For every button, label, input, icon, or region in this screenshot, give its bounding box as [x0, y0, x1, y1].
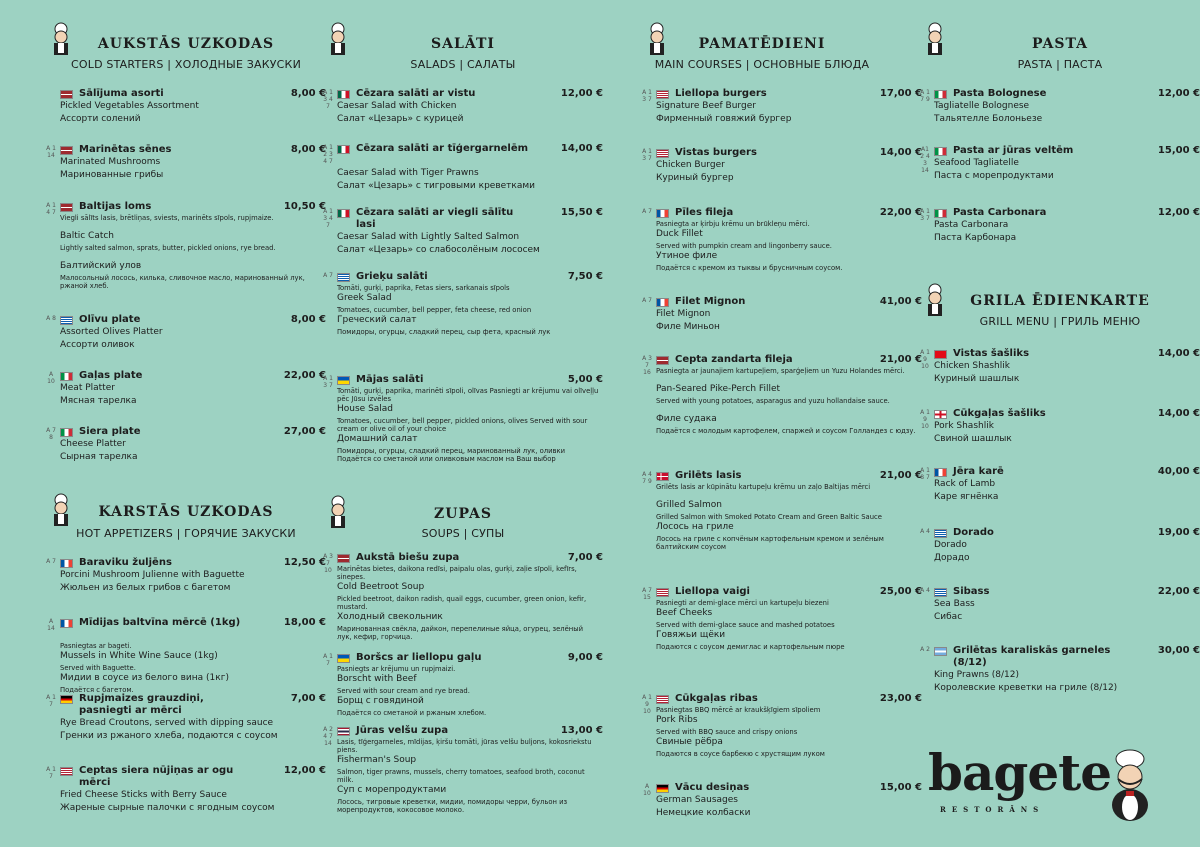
section-title: PAMATĒDIENI: [698, 36, 826, 52]
section-subtitle: GRILL MENU | ГРИЛЬ МЕНЮ: [979, 315, 1141, 328]
item-name: Baltijas loms: [79, 201, 152, 212]
allergen-codes: A 1 9 10: [642, 694, 652, 715]
item-name: Jēra karē: [953, 466, 1004, 477]
item-price: 12,00 €: [1157, 88, 1200, 99]
item-en-small: Served with demi-glace sauce and mashed potatoes: [656, 621, 835, 629]
france-flag-icon: [60, 619, 73, 628]
item-en: Signature Beef Burger: [656, 101, 756, 111]
allergen-codes: A 2 4 7 14: [323, 726, 333, 747]
greece-flag-icon: [60, 316, 73, 325]
item-name: Baraviku žuljēns: [79, 557, 172, 568]
item-lv-small: Pasniegts ar krējumu un rupjmaizi.: [337, 665, 456, 673]
item-name: Pasta Carbonara: [953, 207, 1047, 218]
section-subtitle: HOT APPETIZERS | ГОРЯЧИЕ ЗАКУСКИ: [76, 527, 296, 540]
item-name: Cēzara salāti ar vistu: [356, 88, 476, 99]
item-price: 14,00 €: [560, 143, 603, 154]
item-price: 21,00 €: [879, 470, 922, 481]
item-lv-small: Tomāti, gurķi, paprika, Fetas siers, sarkanais sīpols: [337, 284, 510, 292]
item-ru: Утиное филе: [656, 251, 718, 261]
section-title: PASTA: [1032, 36, 1088, 52]
allergen-codes: A 1 7: [323, 653, 333, 667]
thailand-flag-icon: [337, 727, 350, 736]
item-lv-small: Tomāti, gurķi, paprika, marinēti sīpoli, olīvas Pasniegti ar krējumu vai olīveļļu pēc Jūsu izvēles: [337, 387, 599, 403]
item-en: Dorado: [934, 540, 967, 550]
usa-flag-icon: [656, 149, 669, 158]
item-lv-small: Lasis, tīģergarneles, mīdijas, ķiršu tomāti, jūras velšu buljons, kokosriekstu piens.: [337, 738, 592, 754]
item-price: 25,00 €: [879, 586, 922, 597]
item-ru: Немецкие колбаски: [656, 808, 751, 818]
italy-flag-icon: [60, 428, 73, 437]
item-en: Chicken Burger: [656, 160, 725, 170]
item-price: 15,00 €: [879, 782, 922, 793]
greece-flag-icon: [337, 273, 350, 282]
item-name: Jūras velšu zupa: [356, 725, 449, 736]
item-ru: Салат «Цезарь» с тигровыми креветками: [337, 181, 536, 191]
item-ru-small: Подаётся с кремом из тыквы и брусничным соусом.: [656, 264, 843, 272]
item-ru-small: Лосось на гриле с копчёным картофельным кремом и зелёным балтийским соусом: [656, 535, 884, 551]
item-name: Mājas salāti: [356, 374, 424, 385]
allergen-codes: A 3 7 16: [642, 355, 652, 376]
item-en: Grilled Salmon: [656, 500, 722, 510]
germany-flag-icon: [60, 695, 73, 704]
item-en: Fisherman's Soup: [337, 755, 417, 765]
item-en: Borscht with Beef: [337, 674, 417, 684]
italy-flag-icon: [934, 147, 947, 156]
item-name: Pasta ar jūras veltēm: [953, 145, 1074, 156]
item-price: 13,00 €: [560, 725, 603, 736]
item-ru: Домашний салат: [337, 434, 418, 444]
item-en: Sea Bass: [934, 599, 975, 609]
item-ru-small: Лосось, тигровые креветки, мидии, помидоры черри, бульон из морепродуктов, кокосовое молоко.: [337, 798, 568, 814]
allergen-codes: A 1 3 7: [323, 375, 333, 389]
item-ru-small: Подаётся с молодым картофелем, спаржей и соусом Голландез с юдзу.: [656, 427, 916, 435]
item-en-small: Pickled beetroot, daikon radish, quail eggs, cucumber, green onion, kefir, mustard.: [337, 595, 587, 611]
item-lv-small: Pasniegta ar ķirbju krēmu un brūkleņu mērci.: [656, 220, 810, 228]
item-price: 12,50 €: [283, 557, 326, 568]
item-name: Grieķu salāti: [356, 271, 428, 282]
allergen-codes: A 4 7 9: [642, 471, 652, 485]
item-en-small: Served with BBQ sauce and crispy onions: [656, 728, 798, 736]
item-price: 30,00 €: [1157, 645, 1200, 656]
allergen-codes: A 7: [642, 297, 652, 304]
item-ru-small: Маринованная свёкла, дайкон, перепелиные яйца, огурец, зелёный лук, кефир, горчица.: [337, 625, 584, 641]
allergen-codes: A 1 7: [46, 694, 56, 708]
item-name: Pasta Bolognese: [953, 88, 1047, 99]
item-price: 14,00 €: [1157, 408, 1200, 419]
section-subtitle: MAIN COURSES | ОСНОВНЫЕ БЛЮДА: [654, 58, 870, 71]
item-price: 21,00 €: [879, 354, 922, 365]
item-ru: Ассорти оливок: [60, 340, 135, 350]
item-ru: Свиной шашлык: [934, 434, 1012, 444]
italy-flag-icon: [60, 372, 73, 381]
item-ru-small: Подаётся с багетом.: [60, 686, 134, 694]
item-lv-small: Viegli sālīts lasis, brētliņas, sviests, marinēts sīpols, rupjmaize.: [60, 214, 274, 222]
item-price: 17,00 €: [879, 88, 922, 99]
item-en: Cold Beetroot Soup: [337, 582, 425, 592]
item-ru: Говяжьи щёки: [656, 630, 726, 640]
item-name: Vistas burgers: [675, 147, 757, 158]
item-ru: Салат «Цезарь» со слабосолёным лососем: [337, 245, 540, 255]
item-name: Pīles fileja: [675, 207, 734, 218]
item-name: Olīvu plate: [79, 314, 141, 325]
item-name: Vācu desiņas: [675, 782, 750, 793]
mexico-flag-icon: [337, 145, 350, 154]
section-title: SALĀTI: [431, 36, 495, 52]
item-name: Liellopa burgers: [675, 88, 767, 99]
item-name: Marinētas sēnes: [79, 144, 172, 155]
item-en: Baltic Catch: [60, 231, 115, 241]
item-price: 12,00 €: [560, 88, 603, 99]
item-en: Greek Salad: [337, 293, 392, 303]
item-lv-small: Pasniegtas ar bageti.: [60, 642, 132, 650]
item-name: Cepta zandarta fileja: [675, 354, 793, 365]
item-ru: Куриный бургер: [656, 173, 734, 183]
item-name: Cūkgaļas ribas: [675, 693, 758, 704]
denmark-flag-icon: [656, 472, 669, 481]
item-name: Siera plate: [79, 426, 141, 437]
item-price: 22,00 €: [283, 370, 326, 381]
allergen-codes: A 2: [920, 646, 930, 653]
logo-subtitle: RESTORĀNS: [940, 805, 1045, 814]
item-en: Filet Mignon: [656, 309, 711, 319]
item-ru: Паста с морепродуктами: [934, 171, 1054, 181]
item-price: 23,00 €: [879, 693, 922, 704]
item-en: Rye Bread Croutons, served with dipping sauce: [60, 718, 274, 728]
item-name: Grilētas karaliskās garneles (8/12): [953, 645, 1111, 668]
france-flag-icon: [60, 559, 73, 568]
item-lv-small: Marinētas bietes, daikona redīsi, paipalu olas, gurķi, zaļie sīpoli, kefīrs, sinepes.: [337, 565, 577, 581]
item-ru: Жареные сырные палочки с ягодным соусом: [60, 803, 275, 813]
item-ru-small: Подаётся со сметаной и ржаным хлебом.: [337, 709, 487, 717]
allergen-codes: A 1 9 10: [920, 349, 930, 370]
allergen-codes: A 14: [47, 618, 55, 632]
item-price: 7,00 €: [290, 693, 326, 704]
item-price: 8,00 €: [290, 144, 326, 155]
item-ru: Свиные рёбра: [656, 737, 723, 747]
section-subtitle: SALADS | САЛАТЫ: [410, 58, 516, 71]
item-name: Liellopa vaigi: [675, 586, 750, 597]
allergen-codes: A 1 3 7: [920, 208, 930, 222]
item-en: Caesar Salad with Lightly Salted Salmon: [337, 232, 520, 242]
item-name: Dorado: [953, 527, 994, 538]
item-name: Cēzara salāti ar viegli sālītu lasi: [356, 207, 514, 230]
item-name: Ceptas siera nūjiņas ar ogu mērci: [79, 765, 234, 788]
argentina-flag-icon: [934, 647, 947, 656]
item-en: Caesar Salad with Tiger Prawns: [337, 168, 479, 178]
allergen-codes: A 1 3 4 7: [323, 89, 333, 110]
item-name: Gaļas plate: [79, 370, 143, 381]
italy-flag-icon: [934, 209, 947, 218]
item-ru: Лосось на гриле: [656, 522, 734, 532]
item-en: Porcini Mushroom Julienne with Baguette: [60, 570, 245, 580]
allergen-codes: A 1 7 9: [920, 89, 930, 103]
france-flag-icon: [934, 468, 947, 477]
item-price: 8,00 €: [290, 88, 326, 99]
greece-flag-icon: [934, 588, 947, 597]
item-name: Mīdijas baltvīna mērcē (1kg): [79, 617, 241, 628]
item-price: 40,00 €: [1157, 466, 1200, 477]
item-price: 12,00 €: [1157, 207, 1200, 218]
item-lv-small: Grilēts lasis ar kūpinātu kartupeļu krēmu un zaļo Baltijas mērci: [656, 483, 871, 491]
item-price: 22,00 €: [1157, 586, 1200, 597]
item-ru: Филе Миньон: [656, 322, 720, 332]
item-price: 15,50 €: [560, 207, 603, 218]
mexico-flag-icon: [337, 209, 350, 218]
item-price: 27,00 €: [283, 426, 326, 437]
item-en-small: Lightly salted salmon, sprats, butter, pickled onions, rye bread.: [60, 244, 276, 252]
allergen-codes: A 1 8 7: [920, 467, 930, 481]
allergen-codes: A 1 7: [46, 766, 56, 780]
allergen-codes: A 4: [920, 587, 930, 594]
allergen-codes: A 1 3 4 7: [323, 208, 333, 229]
france-flag-icon: [656, 209, 669, 218]
item-ru: Сырная тарелка: [60, 452, 138, 462]
item-ru: Каре ягнёнка: [934, 492, 999, 502]
item-en-small: Grilled Salmon with Smoked Potato Cream and Green Baltic Sauce: [656, 513, 882, 521]
item-price: 18,00 €: [283, 617, 326, 628]
item-price: 8,00 €: [290, 314, 326, 325]
allergen-codes: A 4: [920, 528, 930, 535]
item-price: 7,50 €: [567, 271, 603, 282]
item-price: 19,00 €: [1157, 527, 1200, 538]
allergen-codes: A 8: [46, 315, 56, 322]
allergen-codes: A 1 14: [46, 145, 56, 159]
item-en: Pasta Carbonara: [934, 220, 1009, 230]
section-title: KARSTĀS UZKODAS: [98, 504, 274, 520]
item-name: Cūkgaļas šašliks: [953, 408, 1046, 419]
item-en-small: Salmon, tiger prawns, mussels, cherry tomatoes, seafood broth, coconut milk.: [337, 768, 585, 784]
latvia-flag-icon: [656, 356, 669, 365]
latvia-flag-icon: [337, 554, 350, 563]
item-price: 15,00 €: [1157, 145, 1200, 156]
latvia-flag-icon: [60, 146, 73, 155]
item-en-small: Served with Baguette.: [60, 664, 136, 672]
allergen-codes: A 3 7 10: [323, 553, 333, 574]
section-subtitle: PASTA | ПАСТА: [1017, 58, 1103, 71]
item-ru-small: Помидоры, огурцы, сладкий перец, сыр фета, красный лук: [337, 328, 551, 336]
item-price: 7,00 €: [567, 552, 603, 563]
item-price: 14,00 €: [1157, 348, 1200, 359]
item-ru: Мидии в соусе из белого вина (1кг): [60, 673, 229, 683]
item-en: King Prawns (8/12): [934, 670, 1020, 680]
item-lv-small: Pasniegtas BBQ mērcē ar kraukšķīgiem sīpoliem: [656, 706, 821, 714]
item-lv-small: Pasniegti ar demi-glace mērci un kartupeļu biezeni: [656, 599, 829, 607]
item-price: 12,00 €: [283, 765, 326, 776]
logo-text: bagete: [928, 743, 1112, 802]
latvia-flag-icon: [60, 90, 73, 99]
ukraine-flag-icon: [337, 654, 350, 663]
item-ru: Куриный шашлык: [934, 374, 1020, 384]
item-price: 41,00 €: [879, 296, 922, 307]
allergen-codes: A 7: [46, 558, 56, 565]
item-name: Rupjmaizes grauzdiņi, pasniegti ar mērci: [79, 693, 204, 716]
chef-mascot-icon: [1100, 749, 1160, 823]
item-price: 10,50 €: [283, 201, 326, 212]
usa-flag-icon: [656, 695, 669, 704]
allergen-codes: A 1 3 7: [642, 89, 652, 103]
item-en: Pickled Vegetables Assortment: [60, 101, 199, 111]
item-en: Assorted Olives Platter: [60, 327, 163, 337]
item-en: Pork Shashlik: [934, 421, 994, 431]
item-en: Seafood Tagliatelle: [934, 158, 1019, 168]
item-ru-small: Малосольный лосось, килька, сливочное масло, маринованный лук, ржаной хлеб.: [60, 274, 305, 290]
item-ru: Тальятелле Болоньезе: [934, 114, 1043, 124]
item-price: 22,00 €: [879, 207, 922, 218]
item-en: House Salad: [337, 404, 394, 414]
item-name: Sālījuma asorti: [79, 88, 164, 99]
item-en-small: Served with sour cream and rye bread.: [337, 687, 470, 695]
england-flag-icon: [934, 410, 947, 419]
turkey-flag-icon: [934, 350, 947, 359]
allergen-codes: A 1 9 10: [920, 409, 930, 430]
item-ru: Гренки из ржаного хлеба, подаются с соусом: [60, 731, 278, 741]
item-name: Sibass: [953, 586, 990, 597]
item-price: 5,00 €: [567, 374, 603, 385]
item-ru: Паста Карбонара: [934, 233, 1017, 243]
item-ru: Балтийский улов: [60, 261, 142, 271]
item-name: Cēzara salāti ar tīģergarnelēm: [356, 143, 529, 154]
item-ru: Холодный свекольник: [337, 612, 443, 622]
allergen-codes: A 1 3 7: [642, 148, 652, 162]
allergen-codes: A 1 2 3 4 7: [323, 144, 333, 165]
item-ru: Маринованные грибы: [60, 170, 164, 180]
item-ru: Борщ с говядиной: [337, 696, 424, 706]
item-en-small: Served with young potatoes, asparagus and yuzu hollandaise sauce.: [656, 397, 890, 405]
latvia-flag-icon: [60, 203, 73, 212]
item-ru: Ассорти солений: [60, 114, 141, 124]
item-en: Tagliatelle Bolognese: [934, 101, 1030, 111]
item-name: Aukstā biešu zupa: [356, 552, 460, 563]
section-subtitle: COLD STARTERS | ХОЛОДНЫЕ ЗАКУСКИ: [71, 58, 301, 71]
section-subtitle: SOUPS | СУПЫ: [421, 527, 505, 540]
germany-flag-icon: [656, 784, 669, 793]
greece-flag-icon: [934, 529, 947, 538]
france-flag-icon: [656, 298, 669, 307]
item-name: Vistas šašliks: [953, 348, 1030, 359]
section-title: GRILA ĒDIENKARTE: [970, 293, 1150, 309]
ukraine-flag-icon: [337, 376, 350, 385]
item-en: Pan-Seared Pike-Perch Fillet: [656, 384, 781, 394]
item-en: Beef Cheeks: [656, 608, 713, 618]
allergen-codes: A 1 4 7: [46, 202, 56, 216]
item-ru: Жюльен из белых грибов с багетом: [60, 583, 231, 593]
item-en: Chicken Shashlik: [934, 361, 1010, 371]
item-en-small: Tomatoes, cucumber, bell pepper, feta cheese, red onion: [337, 306, 532, 314]
item-en: Duck Fillet: [656, 229, 703, 239]
allergen-codes: A 7: [323, 272, 333, 279]
item-ru: Греческий салат: [337, 315, 417, 325]
item-ru-small: Подаются с соусом демиглас и картофельным пюре: [656, 643, 845, 651]
italy-flag-icon: [934, 90, 947, 99]
item-price: 14,00 €: [879, 147, 922, 158]
item-en-small: Tomatoes, cucumber, bell pepper, pickled onions, olives Served with sour cream or olive oil of your choice: [337, 417, 588, 433]
allergen-codes: A1 2 4 3 14: [920, 146, 930, 174]
usa-flag-icon: [656, 90, 669, 99]
allergen-codes: A 10: [643, 783, 651, 797]
usa-flag-icon: [60, 767, 73, 776]
item-en: Mussels in White Wine Sauce (1kg): [60, 651, 218, 661]
item-ru: Фирменный говяжий бургер: [656, 114, 792, 124]
item-en: Cheese Platter: [60, 439, 126, 449]
allergen-codes: A 7: [642, 208, 652, 215]
item-ru: Суп с морепродуктами: [337, 785, 447, 795]
item-price: 9,00 €: [567, 652, 603, 663]
item-ru-small: Помидоры, огурцы, сладкий перец, маринованный лук, оливки Подаётся со сметаной или оливковым маслом на Ваш выбор: [337, 447, 566, 463]
section-title: AUKSTĀS UZKODAS: [97, 36, 275, 52]
item-ru: Дорадо: [934, 553, 970, 563]
item-ru: Салат «Цезарь» с курицей: [337, 114, 464, 124]
usa-flag-icon: [656, 588, 669, 597]
item-ru: Мясная тарелка: [60, 396, 137, 406]
item-name: Grilēts lasis: [675, 470, 742, 481]
item-en: German Sausages: [656, 795, 738, 805]
section-title: ZUPAS: [434, 506, 492, 522]
item-en: Caesar Salad with Chicken: [337, 101, 457, 111]
item-en-small: Served with pumpkin cream and lingonberry sauce.: [656, 242, 832, 250]
item-en: Marinated Mushrooms: [60, 157, 161, 167]
item-en: Pork Ribs: [656, 715, 698, 725]
item-ru: Филе судака: [656, 414, 717, 424]
item-name: Filet Mignon: [675, 296, 746, 307]
item-ru: Королевские креветки на гриле (8/12): [934, 683, 1118, 693]
allergen-codes: A 7 8: [46, 427, 56, 441]
restaurant-logo: [928, 745, 1168, 825]
item-ru: Сибас: [934, 612, 963, 622]
item-ru-small: Подаются в соусе барбекю с хрустящим луком: [656, 750, 825, 758]
mexico-flag-icon: [337, 90, 350, 99]
allergen-codes: A 10: [47, 371, 55, 385]
item-en: Fried Cheese Sticks with Berry Sauce: [60, 790, 227, 800]
item-en: Rack of Lamb: [934, 479, 996, 489]
allergen-codes: A 7 15: [642, 587, 652, 601]
item-lv-small: Pasniegta ar jaunajiem kartupeļiem, sparģeļiem un Yuzu Holandes mērci.: [656, 367, 905, 375]
item-en: Meat Platter: [60, 383, 115, 393]
item-name: Boršcs ar liellopu gaļu: [356, 652, 482, 663]
